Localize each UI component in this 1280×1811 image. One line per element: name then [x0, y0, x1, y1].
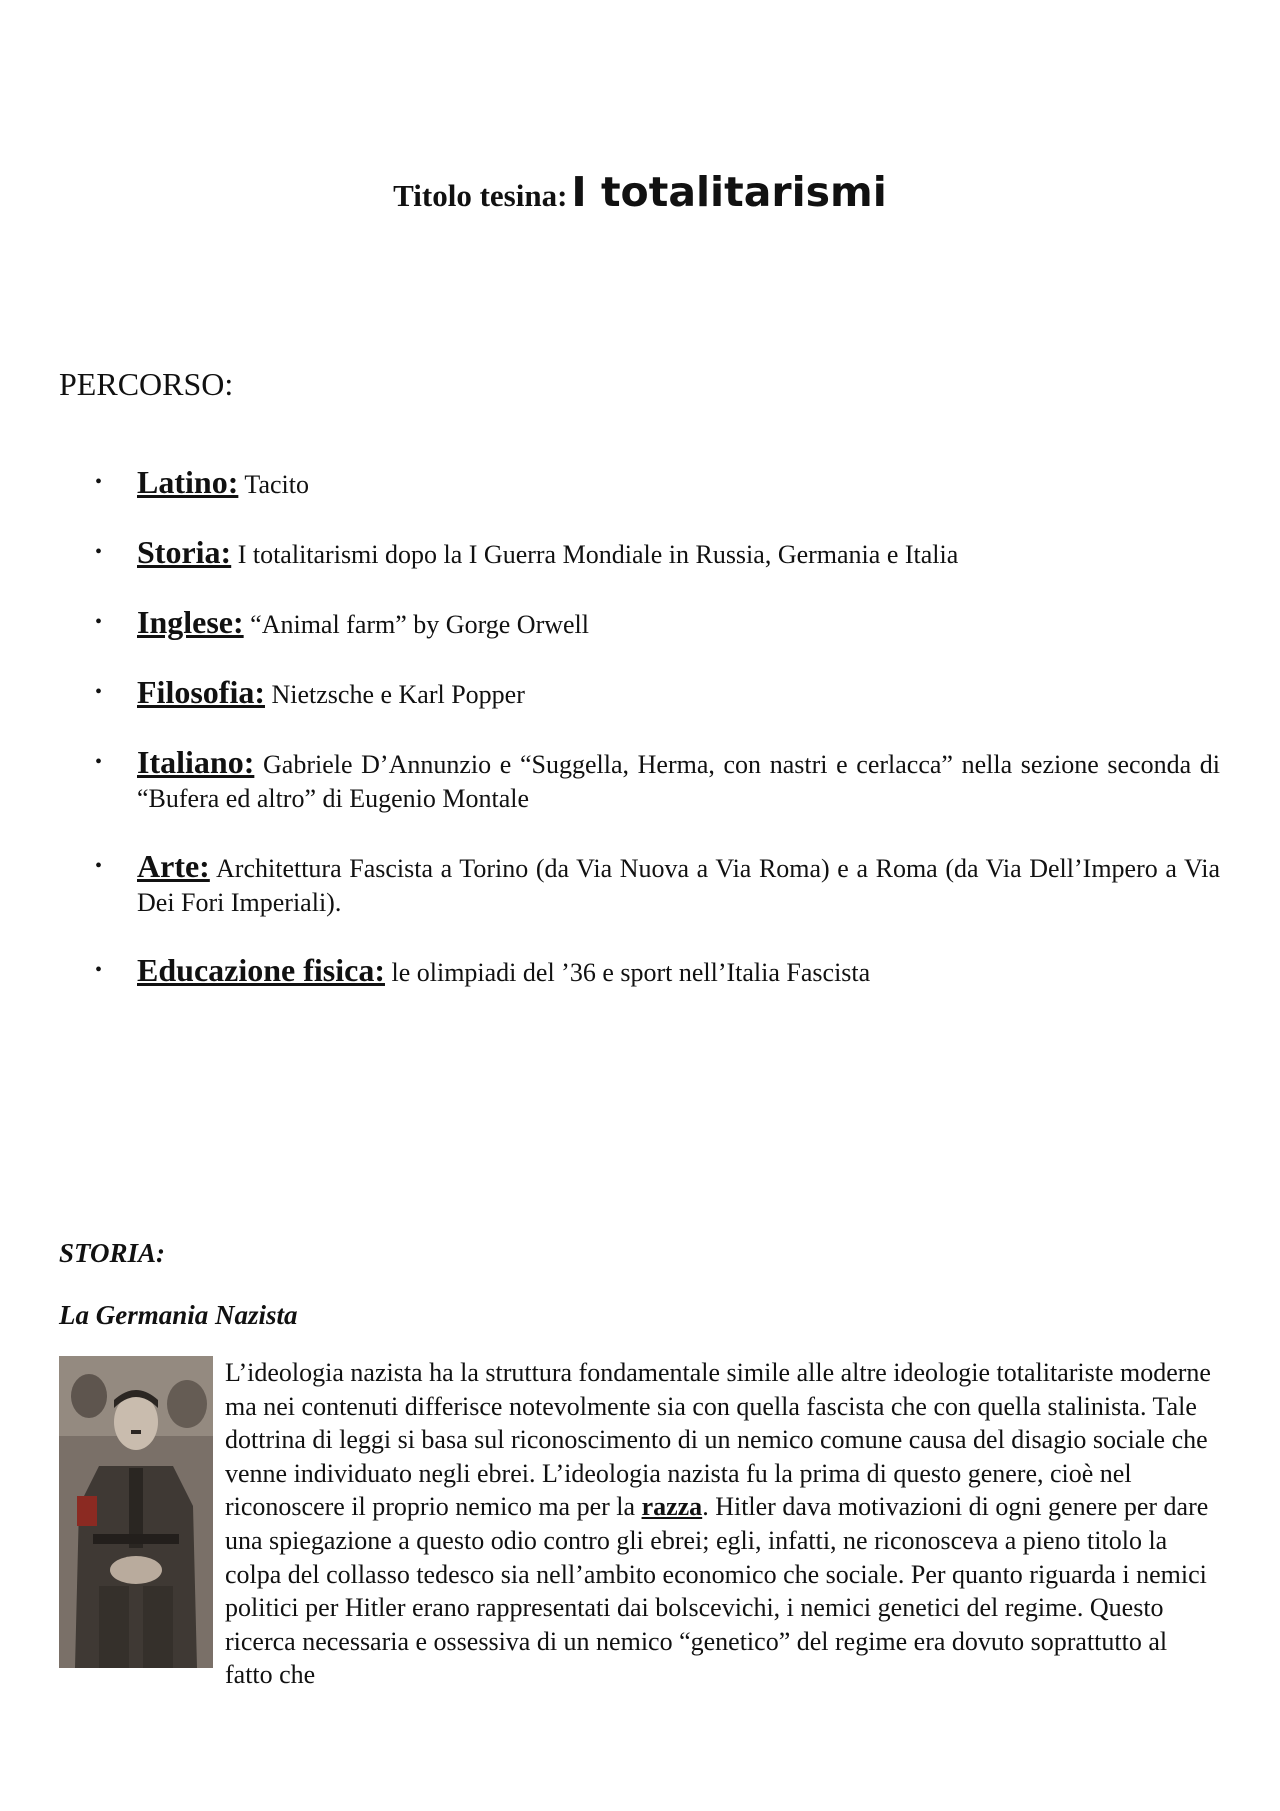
paragraph-part-1: L’ideologia nazista ha la struttura fondamentale simile alle altre ideologie totalitariste moderne ma nei contenuti differisce notevolmente sia con quella fascista che con quella stalinista. Tale dottrina di leggi si basa sul riconoscimento di un nemico comune causa del disagio sociale che venne individuato negli ebrei. L’ideologia nazista fu la prima di questo genere, cioè nel riconoscere il proprio nemico ma per la: [225, 1358, 1211, 1522]
list-item: [90, 535, 1220, 572]
topic-text: Gabriele D’Annunzio e “Suggella, Herma, con nastri e cerlacca” nella sezione seconda di “Bufera ed altro” di Eugenio Montale: [137, 750, 1220, 813]
title-main: I totalitarismi: [571, 168, 887, 216]
topic-subject: Latino:: [137, 464, 239, 500]
document-title: [0, 168, 1280, 216]
topics-list: [90, 465, 1220, 990]
topic-subject: Italiano:: [137, 744, 255, 780]
paragraph-part-2: . Hitler dava motivazioni di ogni genere per dare una spiegazione a questo odio contro gli ebrei; egli, infatti, ne riconosceva a pieno titolo la colpa del collasso tedesco sia nell’ambito economico che sociale. Per quanto riguarda i nemici politici per Hitler erano rappresentati dai bolscevichi, i nemici genetici del regime. Questo ricerca necessaria e ossessiva di un nemico “genetico” del regime era dovuto soprattutto al fatto che: [225, 1492, 1209, 1690]
topic-subject: Storia:: [137, 534, 232, 570]
bullet-icon: •: [95, 959, 103, 981]
list-item: [90, 605, 1220, 642]
topic-text: “Animal farm” by Gorge Orwell: [250, 610, 590, 639]
title-label: Titolo tesina:: [393, 178, 568, 213]
topic-text: Nietzsche e Karl Popper: [271, 680, 525, 709]
topic-subject: Inglese:: [137, 604, 244, 640]
bullet-icon: •: [95, 471, 103, 493]
topic-text: Architettura Fascista a Torino (da Via Nuova a Via Roma) e a Roma (da Via Dell’Impero a Via Dei Fori Imperiali).: [137, 854, 1220, 917]
percorso-heading: PERCORSO:: [59, 366, 234, 402]
section-heading: STORIA:: [59, 1238, 166, 1268]
topic-subject: Educazione fisica:: [137, 952, 385, 988]
topic-subject: Arte:: [137, 848, 210, 884]
list-item: [90, 465, 1220, 502]
topic-text: Tacito: [244, 470, 309, 499]
list-item: [90, 849, 1220, 920]
list-item: [90, 675, 1220, 712]
paragraph-emphasis: razza: [641, 1492, 703, 1522]
topic-text: I totalitarismi dopo la I Guerra Mondiale in Russia, Germania e Italia: [237, 540, 959, 569]
bullet-icon: •: [95, 541, 103, 563]
topic-subject: Filosofia:: [137, 674, 265, 710]
storia-paragraph: [59, 1356, 1220, 1692]
bullet-icon: •: [95, 611, 103, 633]
photo-spacer: [59, 1356, 225, 1692]
topic-text: le olimpiadi del ’36 e sport nell’Italia Fascista: [391, 958, 871, 987]
bullet-icon: •: [95, 681, 103, 703]
section-subheading: La Germania Nazista: [59, 1300, 298, 1330]
bullet-icon: •: [95, 855, 103, 877]
bullet-icon: •: [95, 751, 103, 773]
list-item: [90, 953, 1220, 990]
list-item: [90, 745, 1220, 816]
